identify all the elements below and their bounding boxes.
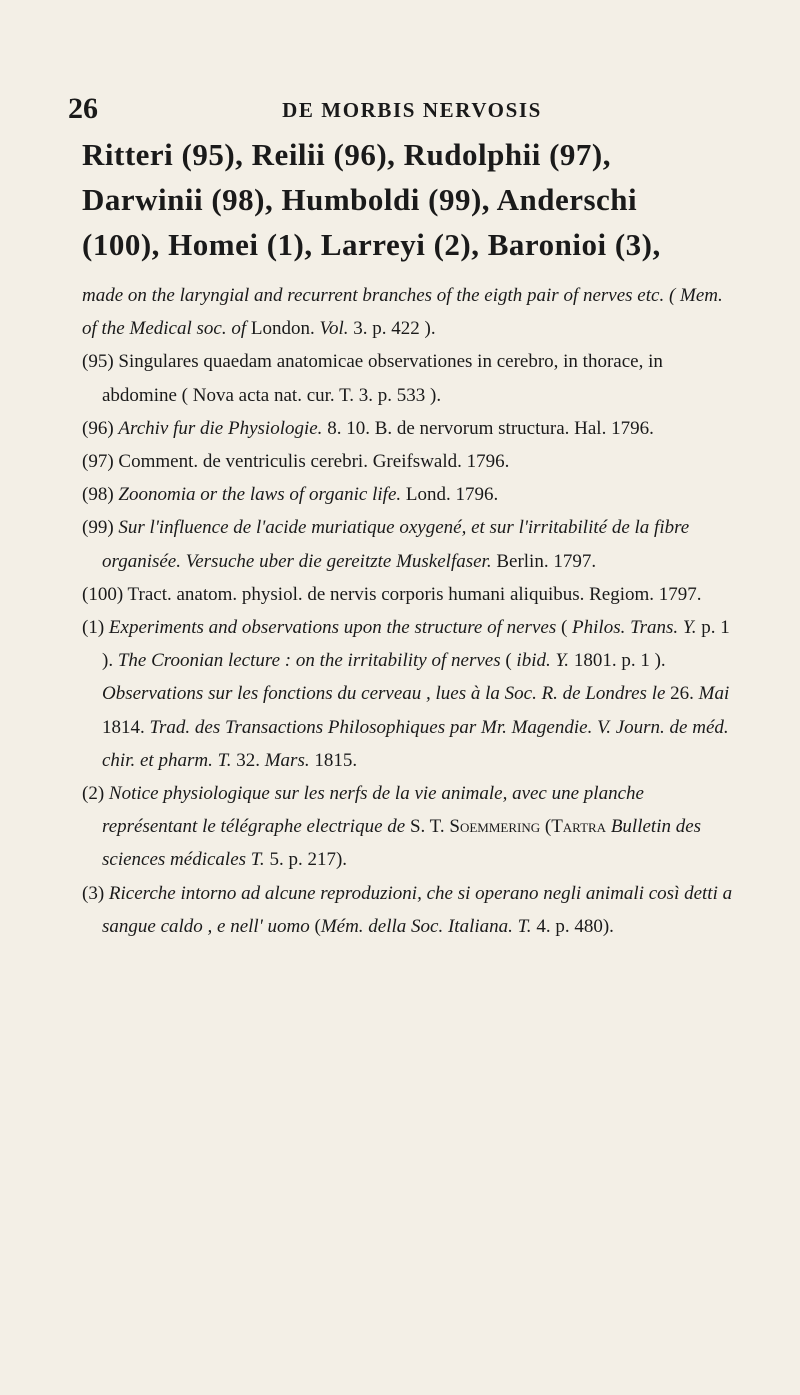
footnote-1-translation: Trad. des Transactions Philosophiques par Mr. Magendie. V. Journ. de méd. chir. et pharm. T.	[102, 716, 729, 771]
footnote-1-sep-1: (	[556, 617, 573, 639]
footnote-100-text: (100) Tract. anatom. physiol. de nervis corporis humani aliquibus. Regiom. 1797.	[82, 583, 702, 605]
footnote-1-year: 1814.	[102, 716, 150, 738]
footnote-2-number: (2)	[82, 783, 109, 805]
footnote-1-source-a: Philos. Trans. Y.	[572, 617, 697, 639]
footnote-2	[82, 777, 742, 877]
footnote-1-tome: 32.	[231, 749, 265, 771]
footnote-continued	[82, 279, 742, 345]
footnote-99	[82, 511, 742, 577]
footnote-1-title-b: The Croonian lecture : on the irritability of nerves	[117, 650, 501, 672]
names-line-3: (100), Homei (1), Larreyi (2), Baronioi (3),	[82, 227, 661, 262]
footnote-96-text: 8. 10. B. de nervorum structura. Hal. 1796.	[322, 417, 654, 439]
footnote-97-text: (97) Comment. de ventriculis cerebri. Greifswald. 1796.	[82, 451, 510, 473]
names-list	[82, 132, 742, 267]
footnote-1-source-b: ibid. Y.	[516, 650, 570, 672]
footnote-98-text: Lond. 1796.	[401, 484, 499, 506]
footnote-continued-vol: Vol.	[319, 318, 349, 340]
footnote-1-page-b: 1801. p. 1 ).	[569, 650, 666, 672]
footnote-98-number: (98)	[82, 484, 119, 506]
footnote-2-editor: Tartra	[551, 816, 607, 838]
footnote-3-page: 4. p. 480).	[531, 915, 614, 937]
footnote-100	[82, 578, 742, 611]
footnote-1-month: Mai	[698, 683, 730, 705]
footnote-96-title: Archiv fur die Physiologie.	[118, 417, 323, 439]
footnote-2-sep: (	[540, 816, 552, 838]
footnote-3-sep: (	[309, 915, 321, 937]
footnote-3-title: Ricerche intorno ad alcune reproduzioni, che si operano negli animali così detti a sangue caldo , e nell' uomo	[102, 882, 733, 937]
footnote-96	[82, 412, 742, 445]
footnote-98-title: Zoonomia or the laws of organic life.	[118, 484, 402, 506]
footnote-98	[82, 478, 742, 511]
footnote-95	[82, 345, 742, 411]
footnote-continued-source: Mem. of the Medical soc. of	[82, 285, 723, 340]
footnote-1-year-b: 1815.	[309, 749, 358, 771]
footnote-99-title: Sur l'influence de l'acide muriatique oxygené, et sur l'irritabilité de la fibre organisée. Versuche uber die gereitzte Muskelfaser.	[102, 517, 690, 572]
running-head: DE MORBIS NERVOSIS	[282, 98, 542, 122]
footnote-2-title: Notice physiologique sur les nerfs de la vie animale, avec une planche représentant le télégraphe electrique de	[102, 783, 644, 838]
footnote-2-author: Soemmering	[449, 816, 541, 838]
page-number: 26	[68, 92, 98, 125]
footnote-1-page-a: p. 1 ).	[102, 617, 730, 672]
footnote-99-number: (99)	[82, 517, 119, 539]
footnote-1-number: (1)	[82, 617, 109, 639]
footnote-continued-title: made on the laryngial and recurrent branches of the eigth pair of nerves etc. (	[82, 285, 681, 306]
footnote-3	[82, 877, 742, 943]
footnote-1-title-c: Observations sur les fonctions du cerveau , lues à la Soc. R. de Londres le	[102, 683, 666, 705]
footnote-2-initials: S. T.	[405, 816, 450, 838]
footnote-95-text: (95) Singulares quaedam anatomicae observationes in cerebro, in thorace, in abdomine ( Nova acta nat. cur. T. 3. p. 533 ).	[82, 351, 663, 406]
footnote-continued-place: London.	[246, 318, 320, 340]
footnote-1-day: 26.	[665, 683, 699, 705]
footnote-2-source: Bulletin des sciences médicales T.	[102, 816, 702, 871]
names-line-1: Ritteri (95), Reilii (96), Rudolphii (97),	[82, 137, 612, 172]
footnote-99-text: Berlin. 1797.	[491, 550, 597, 572]
footnotes	[82, 279, 742, 943]
page-header	[68, 92, 742, 132]
footnote-continued-page: 3. p. 422 ).	[348, 318, 436, 340]
footnote-1-month-b: Mars.	[264, 749, 310, 771]
footnote-97	[82, 445, 742, 478]
footnote-3-number: (3)	[82, 882, 109, 904]
footnote-1-title-a: Experiments and observations upon the structure of nerves	[108, 617, 557, 639]
footnote-1	[82, 611, 742, 777]
footnote-1-sep-2: (	[500, 650, 517, 672]
footnote-96-number: (96)	[82, 417, 119, 439]
names-line-2: Darwinii (98), Humboldi (99), Anderschi	[82, 182, 638, 217]
footnote-2-page: 5. p. 217).	[264, 849, 348, 871]
footnote-3-source: Mém. della Soc. Italiana. T.	[320, 915, 532, 937]
